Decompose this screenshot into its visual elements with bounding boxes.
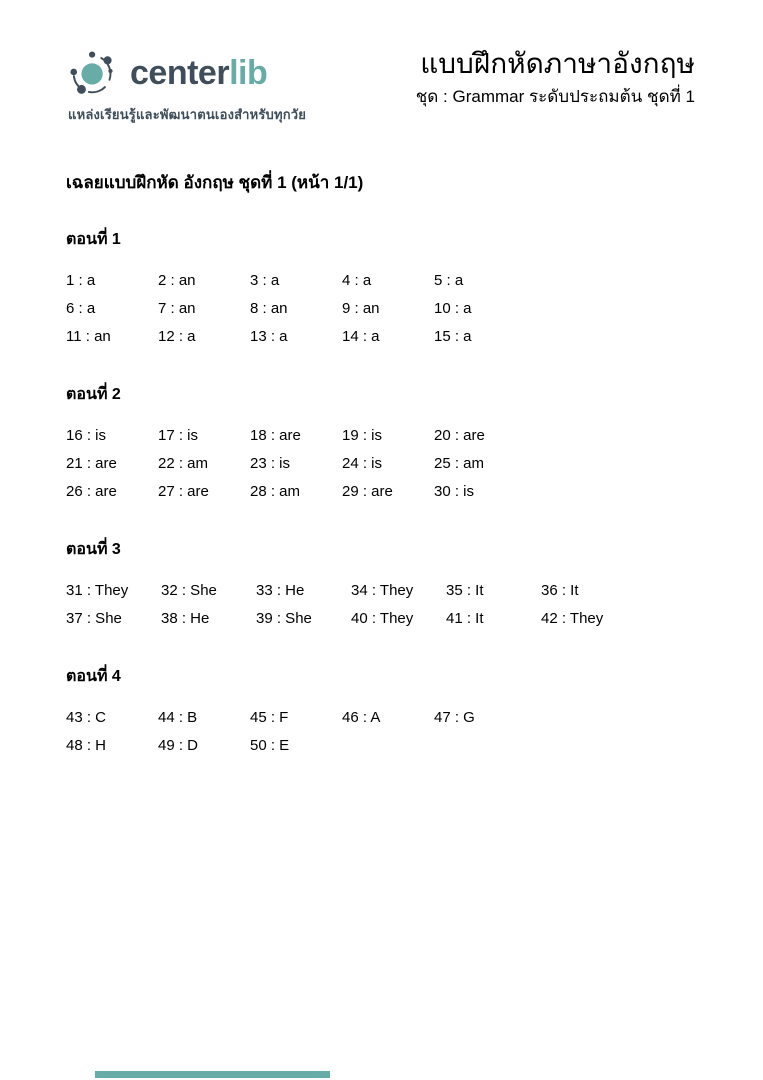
answer-item: 36 : It <box>541 582 579 599</box>
answer-section <box>66 227 697 351</box>
answer-item: 9 : an <box>342 300 380 317</box>
answer-item: 17 : is <box>158 427 199 444</box>
answer-item: 12 : a <box>158 328 196 345</box>
answer-item: 35 : It <box>446 582 484 599</box>
answers-grid <box>66 577 697 633</box>
brand-wordmark <box>130 52 267 90</box>
answer-item: 14 : a <box>342 328 380 345</box>
answer-item: 8 : an <box>250 300 288 317</box>
answer-item: 41 : It <box>446 610 484 627</box>
section-title: ตอนที่ 1 <box>66 231 121 248</box>
answers-grid <box>66 267 697 351</box>
answer-section <box>66 664 697 760</box>
sections <box>66 227 697 760</box>
answer-item: 25 : am <box>434 455 485 472</box>
answer-item: 7 : an <box>158 300 196 317</box>
section-title: ตอนที่ 2 <box>66 386 121 403</box>
answer-item: 3 : a <box>250 272 280 289</box>
answer-item: 45 : F <box>250 709 289 726</box>
answer-item: 37 : She <box>66 610 122 627</box>
section-title: ตอนที่ 3 <box>66 541 121 558</box>
answer-item: 32 : She <box>161 582 217 599</box>
answer-item: 43 : C <box>66 709 107 726</box>
answer-item: 23 : is <box>250 455 291 472</box>
answer-item: 5 : a <box>434 272 464 289</box>
worksheet-subtitle: ชุด : Grammar ระดับประถมต้น ชุดที่ 1 <box>415 87 695 106</box>
brand-wordmark-secondary: lib <box>229 54 268 92</box>
answer-item: 2 : an <box>158 272 196 289</box>
answer-item: 30 : is <box>434 483 475 500</box>
answer-item: 33 : He <box>256 582 305 599</box>
answer-item: 10 : a <box>434 300 472 317</box>
answer-item: 6 : a <box>66 300 96 317</box>
section-title: ตอนที่ 4 <box>66 668 121 685</box>
answer-item: 29 : are <box>342 483 393 500</box>
answer-item: 47 : G <box>434 709 475 726</box>
answer-item: 50 : E <box>250 737 290 754</box>
answer-item: 44 : B <box>158 709 198 726</box>
brand-row <box>66 42 306 100</box>
answer-item: 49 : D <box>158 737 199 754</box>
answer-item: 13 : a <box>250 328 288 345</box>
answer-item: 1 : a <box>66 272 96 289</box>
answer-item: 4 : a <box>342 272 372 289</box>
footer-accent-bar <box>95 1071 330 1078</box>
answer-item: 46 : A <box>342 709 381 726</box>
answers-grid <box>66 422 697 506</box>
masthead <box>416 42 695 110</box>
answer-item: 40 : They <box>351 610 414 627</box>
answer-item: 48 : H <box>66 737 107 754</box>
answer-item: 38 : He <box>161 610 210 627</box>
answer-item: 28 : am <box>250 483 301 500</box>
answer-item: 26 : are <box>66 483 117 500</box>
answer-item: 15 : a <box>434 328 472 345</box>
answer-item: 34 : They <box>351 582 414 599</box>
answer-sheet <box>0 169 763 760</box>
answer-item: 19 : is <box>342 427 383 444</box>
answer-item: 16 : is <box>66 427 107 444</box>
centerlib-logo-icon <box>66 42 124 100</box>
answer-item: 22 : am <box>158 455 209 472</box>
brand-tagline: แหล่งเรียนรู้และพัฒนาตนเองสำหรับทุกวัย <box>68 107 307 122</box>
answer-item: 42 : They <box>541 610 604 627</box>
brand-wordmark-primary: center <box>130 54 230 92</box>
answers-grid <box>66 704 697 760</box>
answer-item: 21 : are <box>66 455 117 472</box>
answer-item: 24 : is <box>342 455 383 472</box>
answer-item: 18 : are <box>250 427 301 444</box>
page-header <box>0 0 763 125</box>
answer-section <box>66 382 697 506</box>
answer-item: 39 : She <box>256 610 312 627</box>
answer-item: 20 : are <box>434 427 485 444</box>
answer-item: 27 : are <box>158 483 209 500</box>
answer-sheet-heading: เฉลยแบบฝึกหัด อังกฤษ ชุดที่ 1 (หน้า 1/1) <box>66 173 364 192</box>
answer-section <box>66 537 697 633</box>
answer-item: 31 : They <box>66 582 129 599</box>
answer-item: 11 : an <box>66 328 111 345</box>
brand-block <box>66 42 306 125</box>
worksheet-title: แบบฝึกหัดภาษาอังกฤษ <box>420 48 695 79</box>
